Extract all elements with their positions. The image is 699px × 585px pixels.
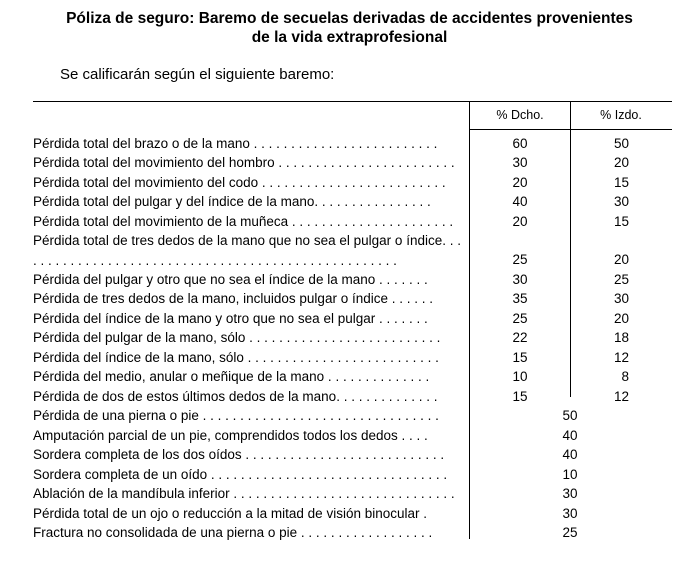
row-label: Pérdida total del brazo o de la mano . . . . . . . . . . . . . . . . . . . . . . . . .	[33, 136, 438, 151]
document-title-line1: Póliza de seguro: Baremo de secuelas derivadas de accidentes provenientes	[66, 10, 633, 27]
value-single: 40	[562, 447, 578, 462]
value-right: 15	[512, 389, 528, 404]
row-label: Pérdida del índice de la mano, sólo . . . . . . . . . . . . . . . . . . . . . . . . . .	[33, 350, 439, 365]
value-left: 20	[613, 155, 629, 170]
header-right-percent: % Dcho.	[496, 108, 544, 122]
value-right: 25	[512, 252, 528, 267]
value-single: 50	[562, 408, 578, 423]
value-right: 40	[512, 194, 528, 209]
row-label: Pérdida total de tres dedos de la mano que no sea el pulgar o índice. . . . . . . . . . . . . . . . . . . . . . . . . . . . . . . . . . . . . . . . . . . . . . . . . . . .	[33, 233, 461, 268]
value-left: 8	[621, 369, 629, 384]
value-left: 20	[613, 311, 629, 326]
row-label: Sordera completa de un oído . . . . . . . . . . . . . . . . . . . . . . . . . . . . . . . .	[33, 467, 448, 482]
row-label: Pérdida total de un ojo o reducción a la mitad de visión binocular .	[33, 506, 427, 521]
value-left: 25	[613, 272, 629, 287]
value-left: 15	[613, 214, 629, 229]
value-single: 40	[562, 428, 578, 443]
header-left-percent: % Izdo.	[600, 108, 642, 122]
row-label: Pérdida total del movimiento de la muñeca . . . . . . . . . . . . . . . . . . . . . .	[33, 214, 454, 229]
value-right: 10	[512, 369, 528, 384]
value-left: 18	[613, 330, 629, 345]
row-label: Pérdida total del movimiento del hombro . . . . . . . . . . . . . . . . . . . . . . . .	[33, 155, 455, 170]
value-single: 25	[562, 525, 578, 540]
value-single: 30	[562, 486, 578, 501]
value-right: 35	[512, 291, 528, 306]
value-left: 15	[613, 175, 629, 190]
row-label: Pérdida de dos de estos últimos dedos de la mano. . . . . . . . . . . . . .	[33, 389, 438, 404]
value-single: 10	[562, 467, 578, 482]
row-label: Ablación de la mandíbula inferior . . . . . . . . . . . . . . . . . . . . . . . . . . . . . .	[33, 486, 455, 501]
row-label: Pérdida de tres dedos de la mano, incluidos pulgar o índice . . . . . .	[33, 291, 433, 306]
intro-text: Se calificarán según el siguiente baremo:	[60, 66, 335, 83]
value-left: 20	[613, 252, 629, 267]
value-single: 30	[562, 506, 578, 521]
row-label: Pérdida del pulgar y otro que no sea el índice de la mano . . . . . . .	[33, 272, 428, 287]
value-left: 12	[613, 389, 629, 404]
row-label: Fractura no consolidada de una pierna o pie . . . . . . . . . . . . . . . . . .	[33, 525, 433, 540]
table-top-rule	[33, 101, 672, 102]
value-left: 30	[613, 194, 629, 209]
value-right: 15	[512, 350, 528, 365]
row-label: Pérdida total del pulgar y del índice de la mano. . . . . . . . . . . . . . . .	[33, 194, 431, 209]
row-label: Pérdida de una pierna o pie . . . . . . . . . . . . . . . . . . . . . . . . . . . . . . . .	[33, 408, 439, 423]
row-label: Sordera completa de los dos oídos . . . . . . . . . . . . . . . . . . . . . . . . . . .	[33, 447, 445, 462]
row-label: Pérdida del pulgar de la mano, sólo . . . . . . . . . . . . . . . . . . . . . . . . . .	[33, 330, 441, 345]
value-right: 22	[512, 330, 528, 345]
document-title-line2: de la vida extraprofesional	[251, 29, 448, 46]
value-left: 30	[613, 291, 629, 306]
row-label: Amputación parcial de un pie, comprendidos todos los dedos . . . .	[33, 428, 428, 443]
value-right: 20	[512, 214, 528, 229]
value-right: 30	[512, 155, 528, 170]
header-rule	[469, 129, 672, 130]
row-label: Pérdida del índice de la mano y otro que no sea el pulgar . . . . . . .	[33, 311, 428, 326]
value-right: 30	[512, 272, 528, 287]
value-right: 60	[512, 136, 528, 151]
row-label: Pérdida total del movimiento del codo . . . . . . . . . . . . . . . . . . . . . . . . .	[33, 175, 446, 190]
row-label: Pérdida del medio, anular o meñique de la mano . . . . . . . . . . . . . .	[33, 369, 430, 384]
value-left: 50	[613, 136, 629, 151]
value-right: 25	[512, 311, 528, 326]
value-left: 12	[613, 350, 629, 365]
value-right: 20	[512, 175, 528, 190]
